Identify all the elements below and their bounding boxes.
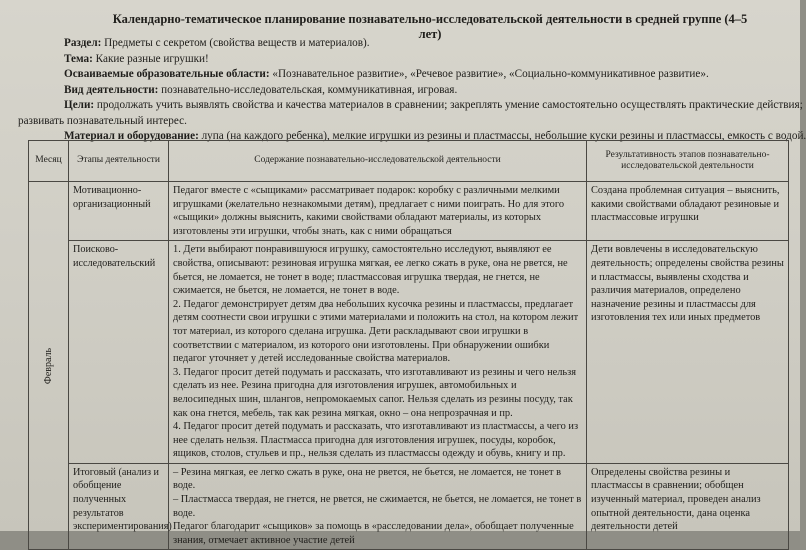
content-cell xyxy=(169,182,587,241)
table-row xyxy=(29,463,789,550)
celi-value: продолжать учить выявлять свойства и качества материалов в сравнении; закреплять умение самостоятельно осуществлять практические действия; xyxy=(96,99,803,111)
tema-value: Какие разные игрушки! xyxy=(95,52,209,65)
stage-cell: Итоговый (анализ и обобщение полученных результатов экспериментирования) xyxy=(69,463,169,550)
stage-cell: Поисково-исследовательский xyxy=(69,241,169,464)
header-result: Результативность этапов познавательно-исследовательской деятельности xyxy=(587,141,789,182)
table-row xyxy=(29,182,789,241)
result-cell: Определены свойства резины и пластмассы в сравнении; обобщен изученный материал, проведен анализ опытной деятельности, дана оценка деятельности детей xyxy=(587,463,789,550)
content-paragraph: Педагог вместе с «сыщиками» рассматривает подарок: коробку с различными мелкими игрушками (желательно незнакомыми детям), предлагает с ними поиграть. Но для этого «сыщики» должны выяснить, какими свойствами обладают материалы, из которых изготовлены эти игрушки, чтобы знать, как с ними обращаться xyxy=(173,185,565,237)
razdel-line xyxy=(18,36,788,52)
month-cell xyxy=(29,182,69,550)
content-cell xyxy=(169,463,587,550)
oblasti-value: «Познавательное развитие», «Речевое развитие», «Социально-коммуникативное развитие». xyxy=(272,68,709,80)
stage-cell: Мотивационно-организационный xyxy=(69,182,169,241)
tema-line xyxy=(18,52,788,68)
header-content: Содержание познавательно-исследовательской деятельности xyxy=(169,141,587,182)
celi-label: Цели: xyxy=(64,99,95,111)
content-cell xyxy=(169,241,587,464)
content-paragraph: – Пластмасса твердая, не гнется, не рвется, не сжимается, не бьется, не ломается, не тонет в воде. xyxy=(173,494,582,519)
vid-label: Вид деятельности: xyxy=(64,83,159,96)
razdel-value: Предметы с секретом (свойства веществ и материалов). xyxy=(104,37,370,49)
oblasti-line xyxy=(18,67,788,83)
result-cell: Дети вовлечены в исследовательскую деятельность; определены свойства резины и пластмассы, выявлены сходства и различия материалов, определено назначение резины и пластмассы для изготовления тех или иных предметов xyxy=(587,241,789,464)
vid-line xyxy=(18,83,788,99)
content-paragraph: 3. Педагог просит детей подумать и рассказать, что изготавливают из резины и чего нельзя сделать из нее. Резина пригодна для изготовления игрушек, автомобильных и велосипедных шин, шлангов, непромокаемых сапог. Нельзя сделать из резины посуду, так как она гнется, мебель, так как резина мягкая, окно – она непрозрачная и пр. xyxy=(173,366,577,419)
celi-line-2: развивать познавательный интерес. xyxy=(18,114,187,127)
material-value: лупа (на каждого ребенка), мелкие игрушки из резины и пластмассы, небольшие куски резины и пластмассы, емкость с водой. xyxy=(201,130,806,142)
material-label: Материал и оборудование: xyxy=(64,130,199,142)
razdel-label: Раздел: xyxy=(64,37,102,49)
month-label: Февраль xyxy=(42,347,54,384)
meta-block xyxy=(18,36,806,145)
vid-value: познавательно-исследовательская, коммуникативная, игровая. xyxy=(161,83,458,96)
celi-line xyxy=(18,98,803,114)
oblasti-label: Осваиваемые образовательные области: xyxy=(64,68,270,80)
content-paragraph: 4. Педагог просит детей подумать и рассказать, что изготавливают из пластмассы, а чего из нее сделать нельзя. Пластмасса пригодна для изготовления игрушек, посуды, коробок, ящиков, столов, стульев и пр., нельзя сделать из пластмассы одежду и обувь, книгу и пр. xyxy=(173,421,579,460)
content-paragraph: Педагог благодарит «сыщиков» за помощь в «расследовании дела», обобщает полученные знания, отмечает активное участие детей xyxy=(173,521,574,546)
result-cell: Создана проблемная ситуация – выяснить, какими свойствами обладают резиновые и пластмассовые игрушки xyxy=(587,182,789,241)
table-header-row xyxy=(29,141,789,182)
header-month: Месяц xyxy=(29,141,69,182)
content-paragraph: 2. Педагог демонстрирует детям два небольших кусочка резины и пластмассы, предлагает детям соотнести свои игрушки с этими материалами и положить на стол, на котором лежит тот материал, из которого сделана игрушка. Дети раскладывают свои игрушки в соответствии с материалом, из которого они изготовлены. При обнаружении ошибки педагог уточняет у детей исследованные свойства материалов. xyxy=(173,298,579,365)
table-row xyxy=(29,241,789,464)
document-title: Календарно-тематическое планирование познавательно-исследовательской деятельности в средней группе (4–5 лет) xyxy=(112,12,748,41)
header-stages: Этапы деятельности xyxy=(69,141,169,182)
tema-label: Тема: xyxy=(64,52,93,65)
content-paragraph: 1. Дети выбирают понравившуюся игрушку, самостоятельно исследуют, выявляют ее свойства, описывают: резиновая игрушка мягкая, ее легко сжать в руке, она не рвется, не бьется, не ломается, не тонет в воде; пластмассовая игрушка твердая, не гнется, не сжимается, не бьется, не ломается, не тонет в воде. xyxy=(173,244,568,297)
plan-table xyxy=(28,140,789,550)
content-paragraph: – Резина мягкая, ее легко сжать в руке, она не рвется, не бьется, не ломается, не тонет в воде. xyxy=(173,466,562,492)
